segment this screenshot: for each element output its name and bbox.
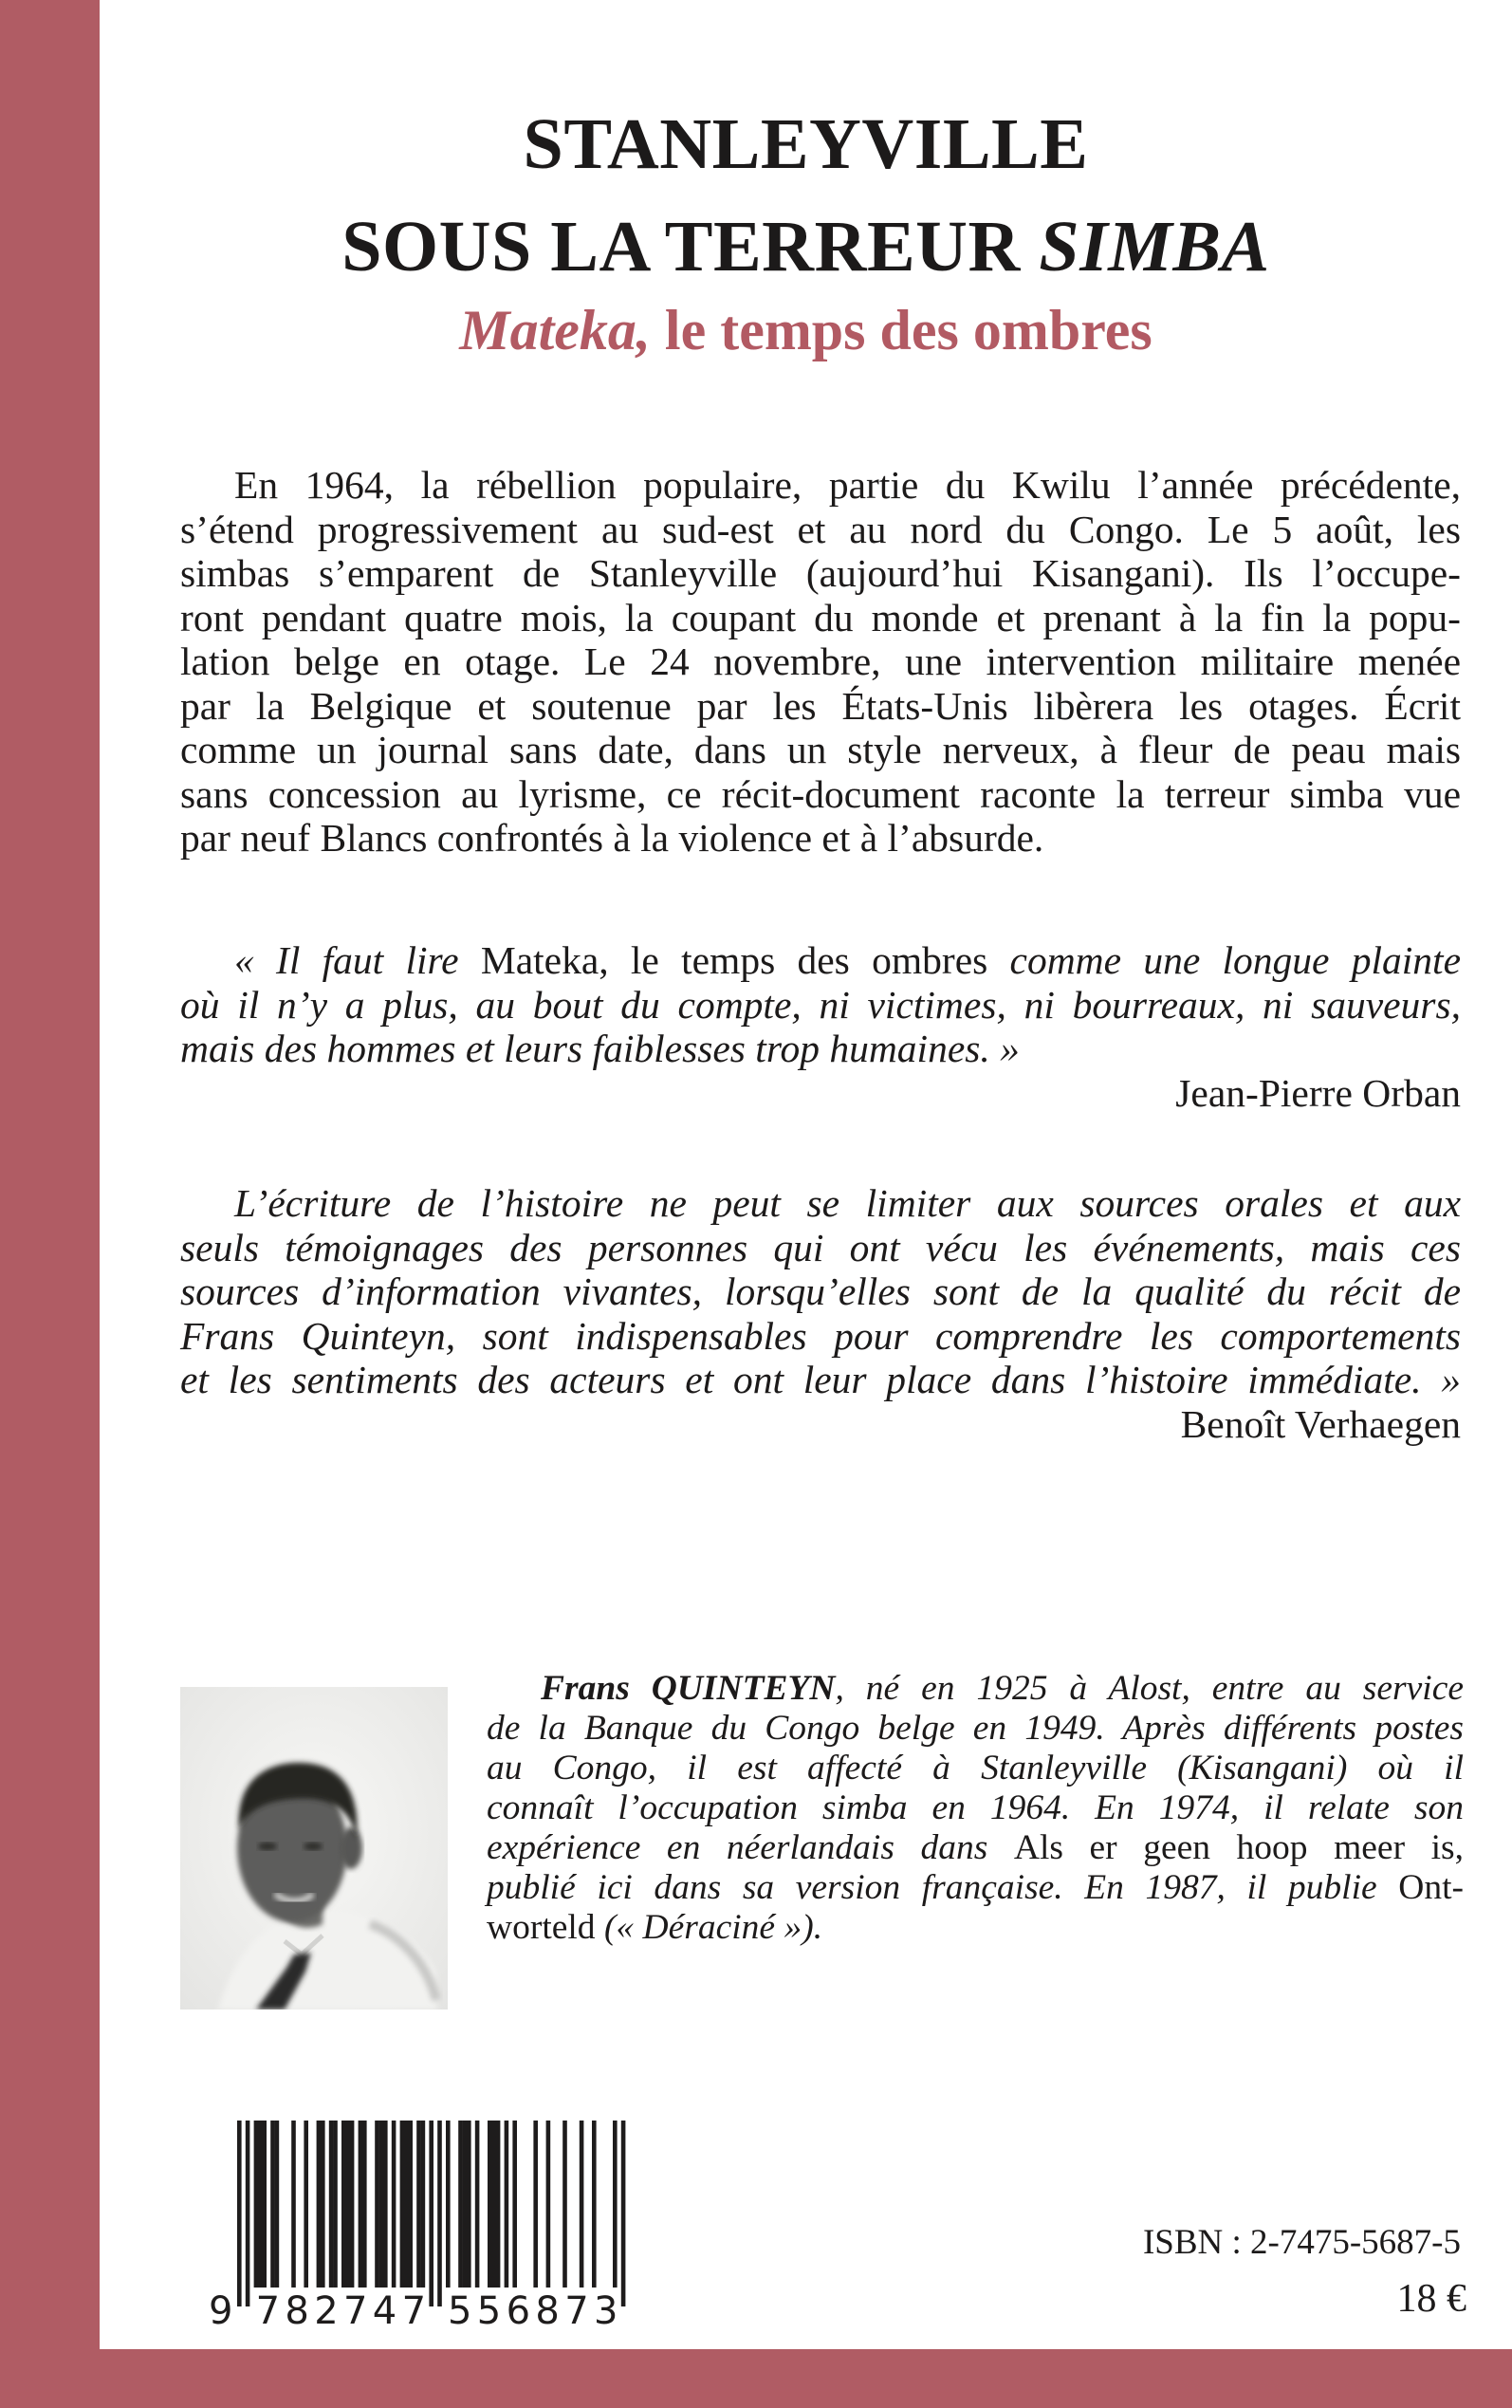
barcode-bar (416, 2121, 421, 2288)
barcode-digit-first: 9 (209, 2289, 233, 2333)
barcode-bar (592, 2121, 597, 2288)
bio-text: publié ici dans sa version française. En 1987, il publie (487, 1868, 1399, 1907)
bio-line: de la Banque du Congo belge en 1949. Après différents postes (487, 1709, 1464, 1748)
summary-line: lation belge en otage. Le 24 novembre, une intervention militaire menée (180, 639, 1461, 683)
quote-line: où il n’y a plus, au bout du compte, ni victimes, ni bourreaux, ni sauveurs, (180, 982, 1461, 1027)
barcode-bar (421, 2121, 426, 2288)
barcode-bar (546, 2121, 551, 2288)
bio-line (487, 1868, 1464, 1908)
barcode-bar (496, 2121, 501, 2288)
barcode-digit: 3 (594, 2289, 618, 2333)
summary-line: sans concession au lyrisme, ce récit-document raconte la terreur simba vue (180, 771, 1461, 816)
barcode-digit: 5 (476, 2289, 502, 2333)
quote-line: sources d’information vivantes, lorsqu’elles sont de la qualité du récit de (180, 1269, 1461, 1313)
bio-line (487, 1669, 1464, 1709)
barcode-bar (359, 2121, 363, 2288)
barcode-bar (304, 2121, 308, 2288)
barcode-bar (446, 2121, 451, 2288)
barcode-digit: 7 (255, 2289, 281, 2333)
barcode-digit: 7 (401, 2289, 427, 2333)
barcode-bar (488, 2121, 492, 2288)
bio-line (487, 1908, 1464, 1948)
summary-line: ront pendant quatre mois, la coupant du monde et prenant à la fin la popu- (180, 595, 1461, 639)
barcode-bar (321, 2121, 325, 2288)
barcode-bar (345, 2121, 350, 2288)
barcode-digit: 8 (535, 2289, 560, 2333)
summary-line: simbas s’emparent de Stanleyville (aujourd’hui Kisangani). Ils l’occupe- (180, 551, 1461, 595)
barcode-bar (237, 2121, 242, 2306)
bio-text: , né en 1925 à Alost, entre au service (835, 1669, 1464, 1708)
review-quote-orban (180, 938, 1461, 1115)
barcode-bar (262, 2121, 267, 2288)
quote-line (180, 938, 1461, 983)
barcode-digit: 2 (314, 2289, 339, 2333)
barcode-bar (467, 2121, 471, 2288)
barcode-digit: 7 (564, 2289, 589, 2333)
barcode-bar (408, 2121, 413, 2288)
barcode-bar (400, 2121, 405, 2288)
author-portrait-icon (180, 1687, 448, 2010)
barcode-digit: 6 (506, 2289, 531, 2333)
barcode-bar (350, 2121, 355, 2288)
bio-line: connaît l’occupation simba en 1964. En 1974, il relate son (487, 1788, 1464, 1827)
quote-line: L’écriture de l’histoire ne peut se limiter aux sources orales et aux (234, 1181, 1461, 1225)
quoted-book-title: Mateka, le temps des ombres (480, 938, 988, 982)
summary-line: comme un journal sans date, dans un style nerveux, à fleur de peau mais (180, 728, 1461, 771)
quote-line: Frans Quinteyn, sont indispensables pour comprendre les comportements (180, 1313, 1461, 1358)
barcode-bar (621, 2121, 626, 2306)
barcode-bar (317, 2121, 322, 2288)
barcode-bar (562, 2121, 567, 2288)
barcode-digit: 4 (372, 2289, 397, 2333)
barcode-bar (383, 2121, 388, 2288)
quote-author: Benoît Verhaegen (1180, 1401, 1461, 1446)
second-book-title: worteld (487, 1908, 596, 1947)
barcode-bar (362, 2121, 367, 2288)
barcode-digit: 7 (343, 2289, 368, 2333)
subtitle-roman-part: le temps des ombres (650, 299, 1152, 361)
barcode-bar (333, 2121, 338, 2288)
quote-line: mais des hommes et leurs faiblesses trop humaines. » (180, 1027, 1020, 1070)
summary-line: par la Belgique et soutenue par les États-Unis libèrera les otages. Écrit (180, 683, 1461, 728)
author-biography (487, 1669, 1464, 1948)
summary-paragraph (180, 463, 1461, 861)
book-title-line-1: STANLEYVILLE (523, 104, 1089, 184)
quote-author: Jean-Pierre Orban (1175, 1070, 1461, 1115)
barcode-digit: 8 (285, 2289, 309, 2333)
title-roman-part: SOUS LA TERREUR (341, 207, 1040, 287)
author-photo (180, 1687, 448, 2010)
barcode-bar (246, 2121, 250, 2306)
bio-line: au Congo, il est affecté à Stanleyville (Kisangani) où il (487, 1749, 1464, 1787)
barcode-bar (329, 2121, 334, 2288)
original-book-title: Als er geen hoop meer is, (1013, 1828, 1464, 1867)
barcode-bar (505, 2121, 509, 2288)
barcode-bar (613, 2121, 618, 2288)
barcode-icon (209, 2121, 626, 2334)
barcode-bar (580, 2121, 584, 2288)
barcode-bar (437, 2121, 442, 2306)
review-quote-verhaegen (180, 1181, 1461, 1446)
quote-text: « Il faut lire (234, 938, 481, 982)
quote-text: comme une longue plainte (987, 938, 1461, 982)
summary-line: par neuf Blancs confrontés à la violence et à l’absurde. (180, 816, 1044, 860)
book-title-line-2 (100, 207, 1512, 287)
barcode-bar (404, 2121, 409, 2288)
subtitle-italic-part: Mateka, (459, 299, 651, 361)
barcode-bar (375, 2121, 379, 2288)
barcode-bar (275, 2121, 280, 2288)
quote-line: seuls témoignages des personnes qui ont vécu les événements, mais ces (180, 1225, 1461, 1269)
back-cover-page (100, 0, 1512, 2349)
barcode-bar (258, 2121, 263, 2288)
barcode-bar (491, 2121, 496, 2288)
isbn-number: ISBN : 2-7475-5687-5 (1142, 2223, 1461, 2262)
title-italic-part: SIMBA (1039, 207, 1270, 287)
barcode-bar (291, 2121, 296, 2288)
author-name: Frans QUINTEYN (541, 1669, 836, 1708)
barcode-digit: 5 (448, 2289, 472, 2333)
barcode-bar (458, 2121, 463, 2288)
barcode-bar (254, 2121, 259, 2288)
barcode-bar (533, 2121, 538, 2288)
quote-line: et les sentiments des acteurs et ont leur place dans l’histoire immédiate. » (180, 1358, 1461, 1401)
barcode-bar (341, 2121, 346, 2288)
barcode-bar (270, 2121, 275, 2288)
barcode-bar (463, 2121, 468, 2288)
price-label: 18 € (1396, 2277, 1466, 2321)
summary-line: En 1964, la rébellion populaire, partie du Kwilu l’année précédente, (234, 463, 1461, 507)
ean-barcode (209, 2121, 618, 2334)
barcode-bar (512, 2121, 517, 2288)
book-subtitle (100, 299, 1512, 361)
bio-text: (« Déraciné »). (595, 1908, 823, 1947)
barcode-bar (392, 2121, 396, 2288)
summary-line: s’étend progressivement au sud-est et au nord du Congo. Le 5 août, les (180, 507, 1461, 551)
bio-text: expérience en néerlandais dans (487, 1828, 1014, 1867)
second-book-title: Ont- (1398, 1868, 1464, 1907)
barcode-bar (475, 2121, 480, 2288)
barcode-bar (379, 2121, 384, 2288)
barcode-bar (429, 2121, 433, 2306)
bio-line (487, 1828, 1464, 1868)
